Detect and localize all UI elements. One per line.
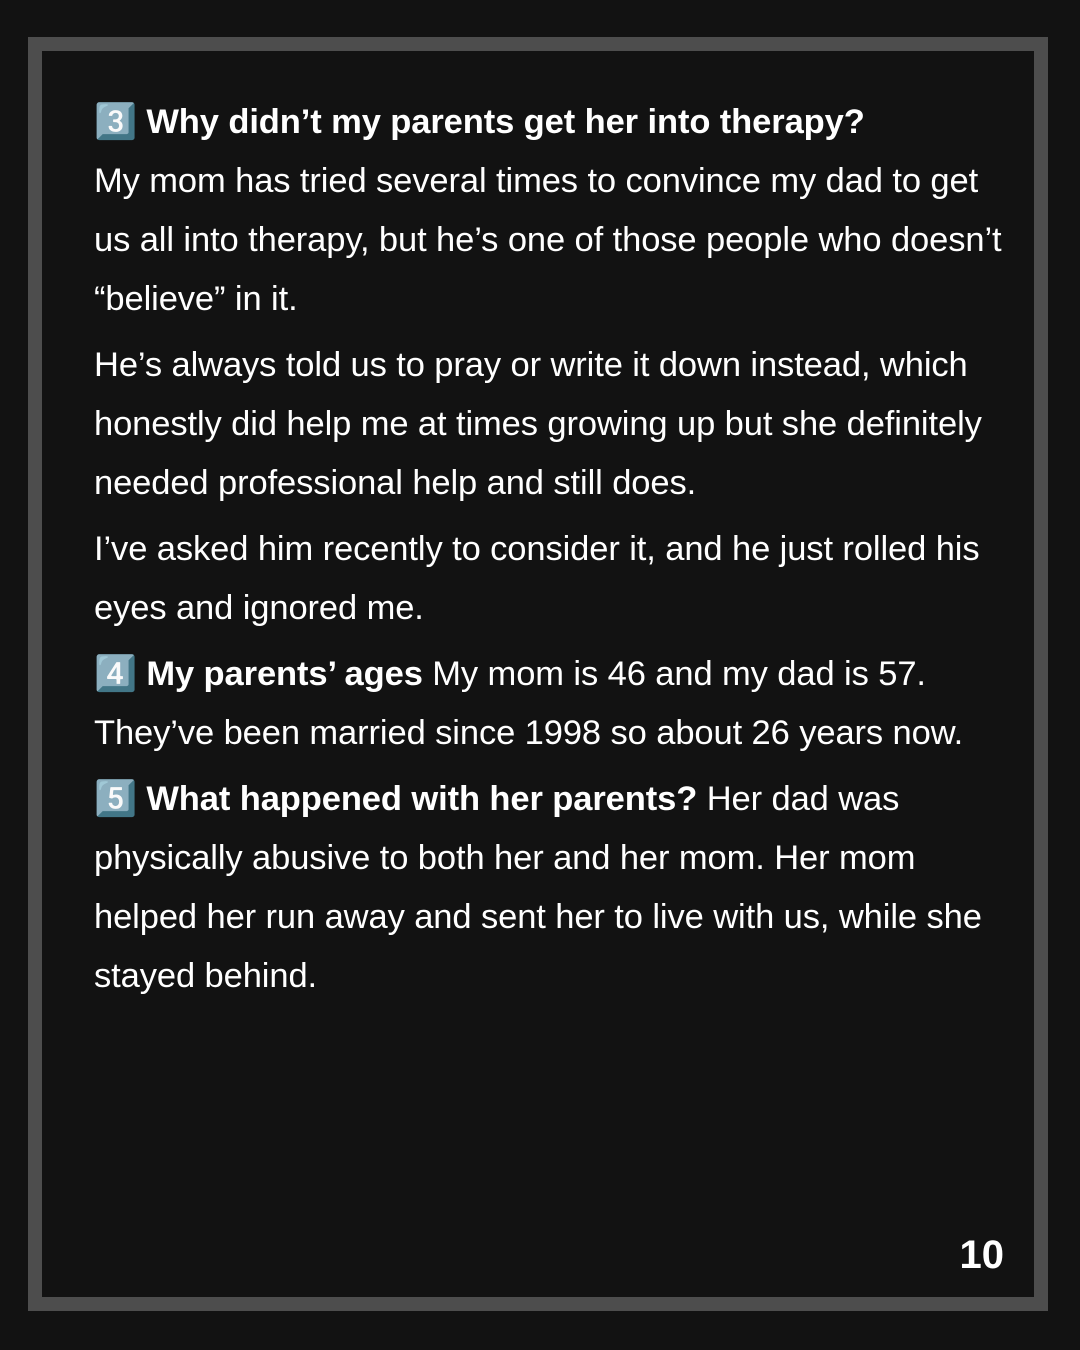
section-5: [94, 770, 1014, 1006]
section-3-paragraph-1: My mom has tried several times to convince my dad to get us all into therapy, but he’s one of those people who doesn’t “believe” in it.: [94, 162, 1002, 318]
heading-text: 3️⃣ Why didn’t my parents get her into therapy?: [94, 103, 865, 141]
section-4: [94, 645, 1014, 763]
section-3-paragraph-2: He’s always told us to pray or write it down instead, which honestly did help me at times growing up but she definitely needed professional help and still does.: [94, 346, 982, 502]
section-4-heading: 4️⃣ My parents’ ages: [94, 655, 423, 693]
story-text: [94, 93, 1014, 1013]
section-4-body: My mom is 46 and my dad is 57. They’ve been married since 1998 so about 26 years now.: [94, 655, 964, 752]
section-5-heading: 5️⃣ What happened with her parents?: [94, 780, 698, 818]
section-3-heading: [94, 93, 1014, 152]
content-frame: [28, 37, 1048, 1311]
section-5-body: Her dad was physically abusive to both her and her mom. Her mom helped her run away and sent her to live with us, while she stayed behind.: [94, 780, 982, 995]
section-3-paragraph-3: I’ve asked him recently to consider it, and he just rolled his eyes and ignored me.: [94, 530, 980, 627]
page-number: 10: [959, 1233, 1004, 1277]
